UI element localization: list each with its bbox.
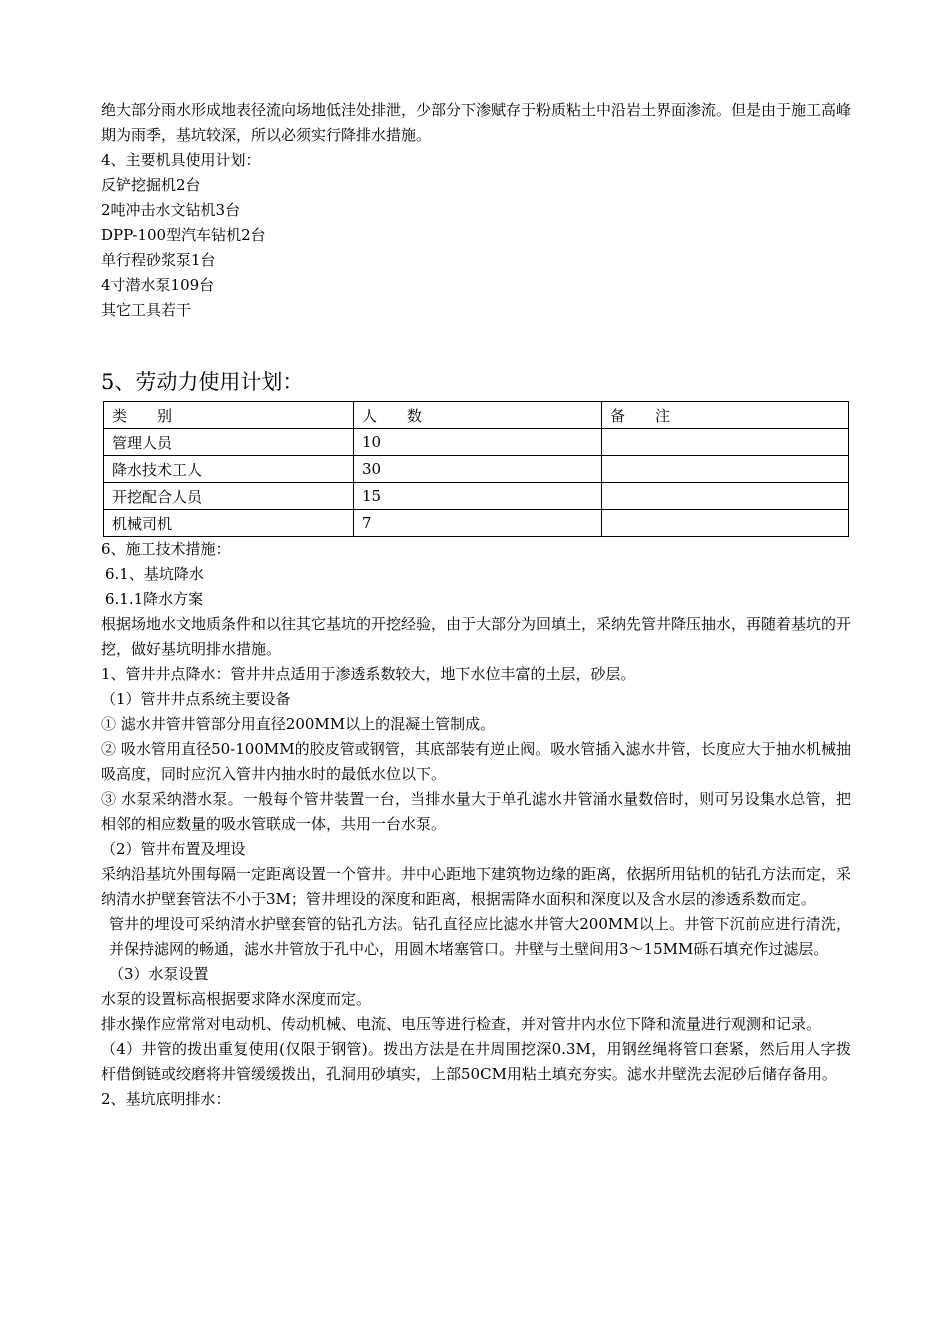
paragraph-rain-drainage: 绝大部分雨水形成地表径流向场地低洼处排泄，少部分下渗赋存于粉质粘土中沿岩土界面渗流。但是由于施工高峰期为雨季，基坑较深，所以必须实行降排水措施。 <box>101 101 852 144</box>
equipment-item: 其它工具若干 <box>101 301 192 319</box>
table-cell <box>602 510 849 537</box>
spacer <box>101 323 851 363</box>
paragraph-water-pump: ③ 水泵采纳潜水泵。一般每个管井装置一台，当排水量大于单孔滤水井管涌水量数倍时，则可另设集水总管，把相邻的相应数量的吸水管联成一体，共用一台水泵。 <box>101 790 851 833</box>
table-row <box>104 456 849 483</box>
table-cell: 30 <box>354 456 602 483</box>
equipment-item: 单行程砂浆泵1台 <box>101 251 216 269</box>
table-cell: 机械司机 <box>104 510 354 537</box>
heading-technical-measures: 6、施工技术措施： <box>101 540 231 558</box>
document-page <box>101 98 851 1112</box>
table-cell: 开挖配合人员 <box>104 483 354 510</box>
heading-dewatering-plan: 6.1.1降水方案 <box>105 590 204 608</box>
paragraph-drainage-operation: 排水操作应常常对电动机、传动机械、电流、电压等进行检查，并对管井内水位下降和流量进行观测和记录。 <box>101 1015 822 1033</box>
table-header-row <box>104 402 849 429</box>
paragraph-dewatering-plan: 根据场地水文地质条件和以往其它基坑的开挖经验，由于大部分为回填土，采纳先管井降压抽水，再随着基坑的开挖，做好基坑明排水措施。 <box>101 615 852 658</box>
heading-open-drainage: 2、基坑底明排水： <box>101 1090 231 1108</box>
header-count: 人 数 <box>354 402 602 429</box>
paragraph-filter-pipe: ① 滤水井管井管部分用直径200MM以上的混凝土管制成。 <box>101 715 496 733</box>
subheading-layout-burial: （2）管井布置及埋设 <box>101 840 246 858</box>
heading-pit-dewatering: 6.1、基坑降水 <box>105 565 204 583</box>
header-category: 类 别 <box>104 402 354 429</box>
table-cell: 10 <box>354 429 602 456</box>
table-cell: 降水技术工人 <box>104 456 354 483</box>
paragraph-well-burial: 管井的埋设可采纳清水护壁套管的钻孔方法。钻孔直径应比滤水井管大200MM以上。井管下沉前应进行清洗，并保持滤网的畅通，滤水井管放于孔中心，用圆木堵塞管口。井壁与土壁间用3～15MM砾石填充作过滤层。 <box>109 915 851 958</box>
paragraph-well-layout: 采纳沿基坑外围每隔一定距离设置一个管井。井中心距地下建筑物边缘的距离，依据所用钻机的钻孔方法而定，采纳清水护壁套管法不小于3M；管井埋设的深度和距离，根据需降水面积和深度以及含水层的渗透系数而定。 <box>101 865 852 908</box>
equipment-item: 2吨冲击水文钻机3台 <box>101 201 241 219</box>
table-row <box>104 510 849 537</box>
section-heading-labor: 5、劳动力使用计划： <box>101 370 304 394</box>
table-cell: 15 <box>354 483 602 510</box>
paragraph-well-pipe-removal: （4）井管的拨出重复使用(仅限于钢管)。拨出方法是在井周围挖深0.3M，用钢丝绳将管口套紧，然后用人字拨杆借倒链或绞磨将井管缓缓拨出，孔洞用砂填实，上部50CM用粘土填充夯实。滤水井壁洗去泥砂后储存备用。 <box>101 1040 851 1083</box>
table-cell <box>602 429 849 456</box>
paragraph-tube-well: 1、管井井点降水：管井井点适用于渗透系数较大，地下水位丰富的土层，砂层。 <box>101 665 636 683</box>
equipment-item: DPP-100型汽车钻机2台 <box>101 226 266 244</box>
paragraph-suction-pipe: ② 吸水管用直径50-100MM的胶皮管或钢管，其底部装有逆止阀。吸水管插入滤水井管，长度应大于抽水机械抽吸高度，同时应沉入管井内抽水时的最低水位以下。 <box>101 740 851 783</box>
labor-table <box>103 401 849 537</box>
table-row <box>104 429 849 456</box>
subheading-main-equipment: （1）管井井点系统主要设备 <box>101 690 291 708</box>
heading-equipment-plan: 4、主要机具使用计划： <box>101 151 261 169</box>
table-cell: 7 <box>354 510 602 537</box>
equipment-item: 反铲挖掘机2台 <box>101 176 201 194</box>
header-remarks: 备 注 <box>602 402 849 429</box>
subheading-pump-setup: （3）水泵设置 <box>109 965 209 983</box>
table-cell <box>602 483 849 510</box>
table-cell <box>602 456 849 483</box>
table-row <box>104 483 849 510</box>
paragraph-pump-elevation: 水泵的设置标高根据要求降水深度而定。 <box>101 990 372 1008</box>
table-cell: 管理人员 <box>104 429 354 456</box>
equipment-item: 4寸潜水泵109台 <box>101 276 215 294</box>
